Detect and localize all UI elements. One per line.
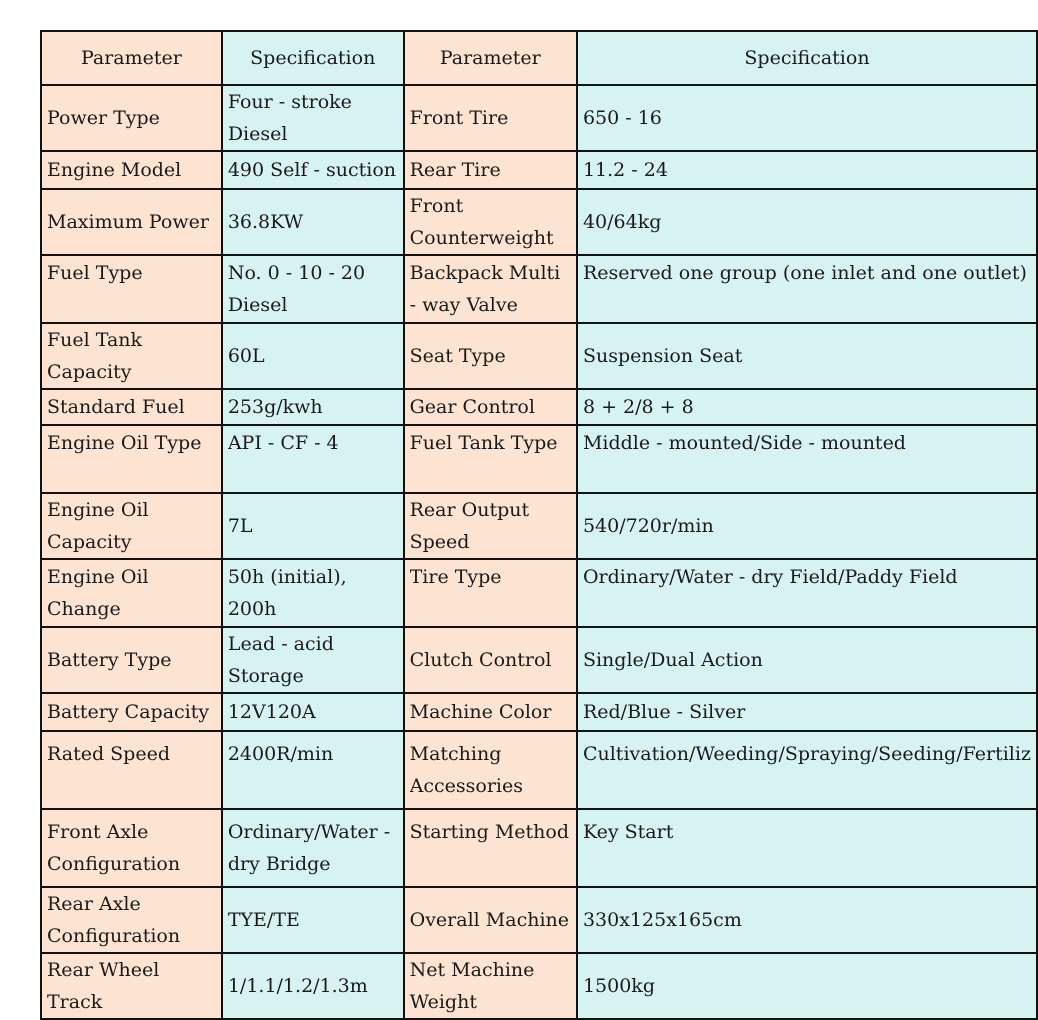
specification-text: Ordinary/Water - dry Field/Paddy Field [582,566,958,588]
specification-text: Ordinary/Water - dry Bridge [227,821,391,875]
parameter-cell [41,809,222,887]
header-specification: Specification [222,31,404,85]
parameter-text: Standard Fuel [47,396,185,418]
parameter-text: Clutch Control [409,649,552,671]
specification-text: 253g/kwh [227,396,323,418]
table-row [41,809,1037,887]
parameter-cell [404,887,577,953]
specification-cell [222,493,404,559]
parameter-cell [41,731,222,809]
specification-text: TYE/TE [227,909,300,931]
specification-text: 490 Self - suction [227,159,397,181]
parameter-text: Machine Color [409,701,552,723]
specification-text: 11.2 - 24 [582,159,668,181]
parameter-text: Fuel Tank Capacity [47,329,143,383]
table-row [41,389,1037,425]
table-row [41,887,1037,953]
specification-text: 1500kg [582,975,655,997]
parameter-text: Rear Output Speed [409,499,530,553]
table-row [41,425,1037,493]
table-row [41,323,1037,389]
parameter-text: Front Counterweight [409,195,554,249]
table-row [41,85,1037,151]
table-row [41,627,1037,693]
parameter-cell [404,189,577,255]
specification-cell [222,953,404,1019]
parameter-text: Engine Oil Capacity [47,499,149,553]
specification-text: 60L [227,345,265,367]
parameter-text: Seat Type [409,345,506,367]
table-row [41,693,1037,731]
specification-text: Lead - acid Storage [227,633,334,687]
table-row [41,151,1037,189]
specification-cell [222,389,404,425]
parameter-text: Maximum Power [47,211,209,233]
specification-text: No. 0 - 10 - 20 Diesel [227,262,366,316]
parameter-cell [41,425,222,493]
specification-text: Suspension Seat [582,345,743,367]
specification-cell [577,151,1037,189]
parameter-text: Engine Model [47,159,182,181]
parameter-text: Rear Axle Configuration [47,893,181,947]
specification-cell [222,627,404,693]
parameter-text: Rated Speed [47,743,170,765]
specification-text: Reserved one group (one inlet and one outlet) [582,262,1027,284]
specification-text: Red/Blue - Silver [582,701,746,723]
specification-cell [577,85,1037,151]
specification-text: 7L [227,515,253,537]
table-row [41,189,1037,255]
specification-cell [222,85,404,151]
table-row [41,731,1037,809]
header-specification: Specification [577,31,1037,85]
header-row [41,31,1037,85]
parameter-cell [404,323,577,389]
parameter-cell [404,255,577,323]
table-row [41,493,1037,559]
parameter-text: Starting Method [409,821,570,843]
specification-cell [577,731,1037,809]
specification-cell [577,809,1037,887]
parameter-cell [41,887,222,953]
parameter-cell [404,425,577,493]
specification-cell [222,693,404,731]
specification-cell [222,809,404,887]
specification-text: Single/Dual Action [582,649,763,671]
parameter-text: Net Machine Weight [409,959,535,1013]
specification-text: 1/1.1/1.2/1.3m [227,975,368,997]
parameter-text: Backpack Multi - way Valve [409,262,561,316]
parameter-text: Engine Oil Type [47,432,202,454]
specification-cell [577,255,1037,323]
specification-text: 12V120A [227,701,316,723]
specification-text: Cultivation/Weeding/Spraying/Seeding/Fertiliz [582,743,1031,765]
parameter-text: Battery Capacity [47,701,210,723]
table-row [41,255,1037,323]
parameter-cell [41,85,222,151]
specification-text: 540/720r/min [582,515,714,537]
parameter-cell [41,323,222,389]
parameter-text: Power Type [47,107,160,129]
specification-cell [577,189,1037,255]
parameter-cell [404,389,577,425]
parameter-cell [41,255,222,323]
parameter-text: Gear Control [409,396,535,418]
specification-cell [577,493,1037,559]
parameter-cell [41,693,222,731]
parameter-text: Engine Oil Change [47,566,149,620]
specification-cell [222,887,404,953]
specification-text: 330x125x165cm [582,909,742,931]
specification-text: Middle - mounted/Side - mounted [582,432,906,454]
header-parameter: Parameter [404,31,577,85]
parameter-cell [404,809,577,887]
specification-text: Four - stroke Diesel [227,91,352,145]
spec-table [40,30,1038,1020]
specification-text: API - CF - 4 [227,432,339,454]
parameter-text: Rear Tire [409,159,501,181]
parameter-cell [41,389,222,425]
parameter-text: Tire Type [409,566,502,588]
specification-cell [222,255,404,323]
parameter-cell [41,493,222,559]
specification-text: 650 - 16 [582,107,662,129]
specification-text: 50h (initial), 200h [227,566,347,620]
specification-cell [577,389,1037,425]
specification-cell [577,323,1037,389]
table-row [41,559,1037,627]
specification-cell [222,731,404,809]
header-parameter: Parameter [41,31,222,85]
parameter-cell [404,731,577,809]
specification-cell [577,887,1037,953]
specification-cell [577,425,1037,493]
parameter-text: Front Tire [409,107,509,129]
parameter-cell [41,559,222,627]
parameter-text: Battery Type [47,649,172,671]
parameter-text: Fuel Type [47,262,143,284]
specification-cell [577,953,1037,1019]
specification-text: 8 + 2/8 + 8 [582,396,694,418]
table-row [41,953,1037,1019]
specification-text: Key Start [582,821,674,843]
parameter-text: Matching Accessories [409,743,523,797]
specification-cell [222,559,404,627]
specification-cell [577,693,1037,731]
parameter-cell [41,151,222,189]
parameter-cell [404,85,577,151]
parameter-cell [41,627,222,693]
parameter-cell [404,493,577,559]
specification-text: 2400R/min [227,743,334,765]
parameter-cell [404,953,577,1019]
specification-cell [577,627,1037,693]
parameter-text: Overall Machine [409,909,570,931]
specification-cell [222,189,404,255]
parameter-cell [41,953,222,1019]
parameter-cell [41,189,222,255]
specification-text: 36.8KW [227,211,304,233]
parameter-cell [404,693,577,731]
parameter-cell [404,627,577,693]
parameter-cell [404,559,577,627]
parameter-text: Front Axle Configuration [47,821,181,875]
specification-cell [222,425,404,493]
specification-text: 40/64kg [582,211,662,233]
parameter-text: Rear Wheel Track [47,959,160,1013]
specification-cell [222,151,404,189]
parameter-cell [404,151,577,189]
parameter-text: Fuel Tank Type [409,432,558,454]
specification-cell [222,323,404,389]
specification-cell [577,559,1037,627]
